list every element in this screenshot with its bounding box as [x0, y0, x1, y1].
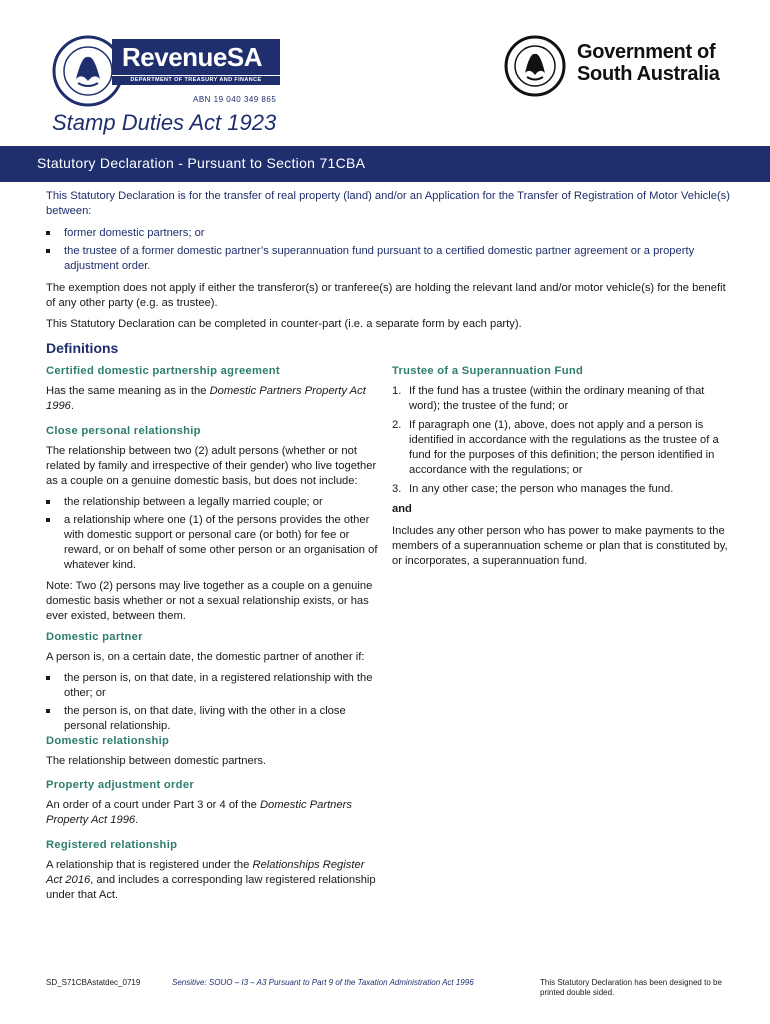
item-number: 1. — [392, 385, 402, 397]
list-item: the person is, on that date, living with the other in a close personal relationship. — [46, 704, 381, 734]
relationship-title: Domestic relationship — [46, 735, 170, 747]
property-text-pre: An order of a court under Part 3 or 4 of the — [46, 799, 260, 811]
government-wordmark — [577, 41, 720, 85]
item-number: 2. — [392, 419, 402, 431]
property-text-post: . — [135, 814, 139, 826]
abn-number: ABN 19 040 349 865 — [193, 95, 277, 104]
revenuesa-logo — [52, 35, 280, 91]
sensitivity-label — [172, 978, 474, 988]
partner-title: Domestic partner — [46, 631, 143, 643]
revenuesa-name: RevenueSA — [122, 42, 262, 72]
list-item: a relationship where one (1) of the persons provides the other with domestic support or personal care (or both) for fee or reward, or on behalf of some other person or an organisation of whatever kind. — [46, 513, 381, 573]
property-title: Property adjustment order — [46, 779, 194, 791]
partner-text: A person is, on a certain date, the domestic partner of another if: — [46, 651, 365, 663]
close-text: The relationship between two (2) adult persons (whether or not related by family and irrespective of their gender) who live together as a couple on a genuine domestic basis, but does not include: — [46, 445, 377, 487]
list-item: former domestic partners; or — [46, 226, 736, 241]
intro-paragraph-1: This Statutory Declaration is for the transfer of real property (land) and/or an Application for the Transfer of Registration of Motor Vehicle(s) between: — [46, 190, 731, 217]
intro-bullet-list — [46, 226, 736, 274]
partner-bullet-list — [46, 671, 381, 734]
trustee-and: and — [392, 503, 412, 515]
sensitivity-text: Sensitive: SOUO – I3 – A3 Pursuant to Part 9 of the — [172, 978, 358, 987]
property-act-name: Domestic Partners Property Act 1996 — [46, 799, 352, 826]
property-text — [46, 798, 381, 828]
list-item: the relationship between a legally married couple; or — [46, 495, 381, 510]
item-text: If paragraph one (1), above, does not apply and a person is identified in accordance with the regulations as the trustee of a fund for the purposes of this definition; the person identified in accordance with the regulations; or — [409, 419, 719, 476]
definitions-column-left — [46, 365, 381, 903]
registered-text — [46, 858, 381, 903]
relationship-text: The relationship between domestic partners. — [46, 755, 267, 767]
band-title: Statutory Declaration - Pursuant to Section 71CBA — [37, 155, 366, 171]
item-text: If the fund has a trustee (within the ordinary meaning of that word); the trustee of the fund; or — [409, 385, 705, 412]
trustee-title: Trustee of a Superannuation Fund — [392, 365, 584, 377]
trustee-numbered-list — [392, 384, 732, 497]
intro-section — [46, 189, 736, 332]
registered-act-name: Relationships Register Act 2016 — [46, 859, 365, 886]
certified-title: Certified domestic partnership agreement — [46, 365, 280, 377]
definitions-heading: Definitions — [46, 340, 119, 356]
gov-line-1: Government of — [577, 41, 716, 63]
act-title: Stamp Duties Act 1923 — [52, 110, 277, 135]
close-note: Note: Two (2) persons may live together as a couple on a genuine domestic basis whether or not a sexual relationship exists, or has ever existed, between them. — [46, 580, 373, 622]
definitions-column-right — [392, 365, 732, 569]
close-bullet-list — [46, 495, 381, 573]
close-title: Close personal relationship — [46, 425, 201, 437]
item-number: 3. — [392, 483, 402, 495]
certified-text-post: . — [70, 400, 74, 412]
certified-text-pre: Has the same meaning as in the — [46, 385, 210, 397]
item-text: In any other case; the person who manages the fund. — [409, 483, 674, 495]
intro-paragraph-2: The exemption does not apply if either the transferor(s) or tranferee(s) are holding the relevant land and/or motor vehicle(s) for the benefit of any other party (e.g. as trustee). — [46, 282, 726, 309]
gov-line-2: South Australia — [577, 63, 720, 85]
revenuesa-wordmark — [112, 39, 280, 85]
list-item — [392, 418, 732, 478]
certified-act-name: Domestic Partners Property Act 1996 — [46, 385, 366, 412]
form-code: SD_S71CBAstatdec_0719 — [46, 978, 141, 987]
registered-text-pre: A relationship that is registered under the — [46, 859, 253, 871]
list-item — [392, 482, 732, 497]
government-sa-logo — [504, 35, 734, 95]
trustee-text: Includes any other person who has power to make payments to the members of a superannuation scheme or plan that is constituted by, or incorporates, a superannuation fund. — [392, 525, 728, 567]
title-band — [0, 146, 770, 182]
list-item: the person is, on that date, in a registered relationship with the other; or — [46, 671, 381, 701]
government-seal-icon — [504, 35, 566, 97]
revenuesa-department: DEPARTMENT OF TREASURY AND FINANCE — [112, 75, 280, 85]
intro-paragraph-3: This Statutory Declaration can be completed in counter-part (i.e. a separate form by each party). — [46, 318, 522, 330]
registered-title: Registered relationship — [46, 839, 178, 851]
print-note: This Statutory Declaration has been designed to be printed double sided. — [540, 978, 722, 997]
certified-text — [46, 384, 381, 414]
list-item — [392, 384, 732, 414]
sensitivity-act-name: Taxation Administration Act 1996 — [357, 978, 474, 987]
list-item: the trustee of a former domestic partner’s superannuation fund pursuant to a certified domestic partner agreement or a property adjustment order. — [46, 244, 736, 274]
registered-text-post: , and includes a corresponding law registered relationship under that Act. — [46, 874, 376, 901]
